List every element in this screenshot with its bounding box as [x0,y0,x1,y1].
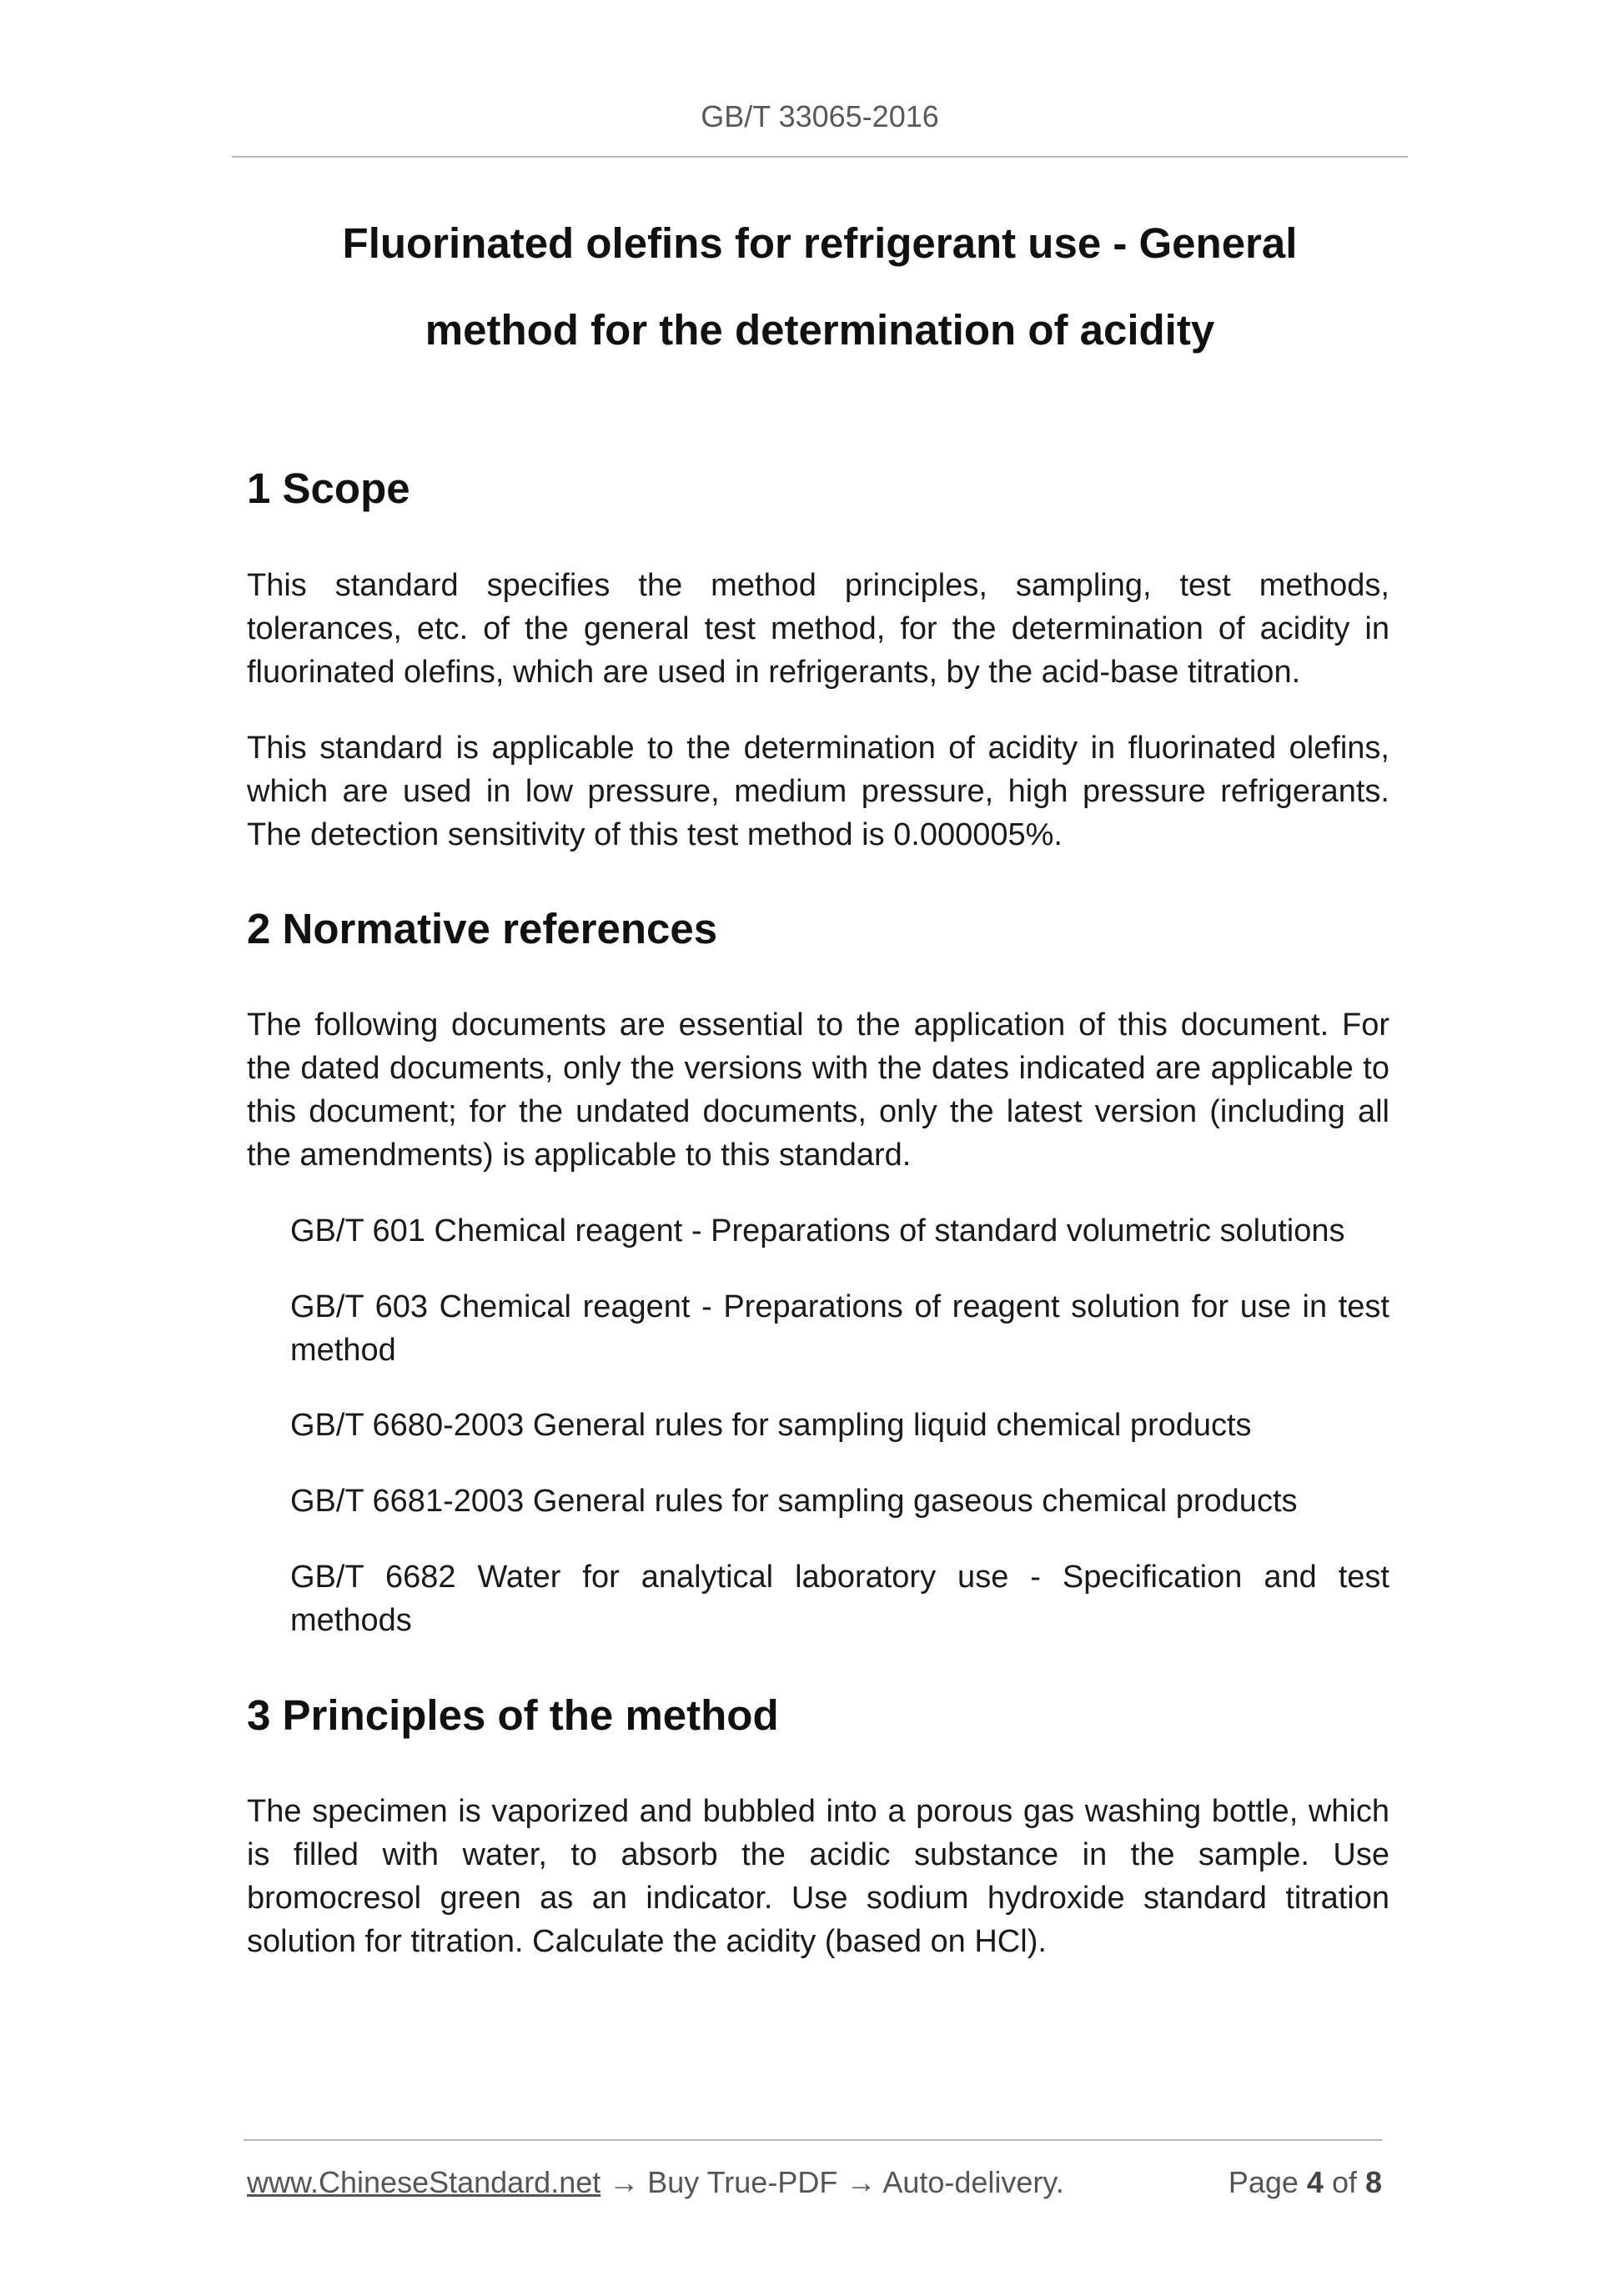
footer-tagline: → Buy True-PDF → Auto-delivery. [600,2165,1064,2199]
section-heading-normative-references: 2 Normative references [247,905,718,952]
document-title [232,200,1408,374]
page-footer [247,2162,1382,2203]
reference-item-gbt-603: GB/T 603 Chemical reagent - Preparations of reagent solution for use in test method [290,1289,1389,1368]
reference-item-gbt-601: GB/T 601 Chemical reagent - Preparations of standard volumetric solutions [290,1213,1345,1248]
page-label-prefix: Page [1228,2165,1307,2199]
page-indicator [1229,2162,1382,2203]
page-total-number: 8 [1364,2165,1382,2199]
section-heading-principles: 3 Principles of the method [247,1691,779,1739]
scope-paragraph-1: This standard specifies the method principles, sampling, test methods, tolerances, etc. of the general test method, for the determination of acidity in fluorinated olefins, which are used in refrigerants, by the acid-base titration. [247,568,1389,690]
header-divider [232,156,1408,158]
scope-paragraph-2: This standard is applicable to the determination of acidity in fluorinated olefins, which are used in low pressure, medium pressure, high pressure refrigerants. The detection sensitivity of this test method is 0.000005%. [247,731,1389,852]
document-title-line-1: Fluorinated olefins for refrigerant use - General [342,219,1298,267]
footer-divider [244,2139,1382,2141]
page-label-middle: of [1323,2165,1365,2199]
page-current-number: 4 [1306,2165,1324,2199]
reference-item-gbt-6680: GB/T 6680-2003 General rules for sampling liquid chemical products [290,1408,1252,1443]
section-heading-scope: 1 Scope [247,465,410,512]
chinesestandard-link[interactable]: www.ChineseStandard.net [247,2165,601,2199]
page-header-doc-code: GB/T 33065-2016 [701,99,939,133]
reference-item-gbt-6681: GB/T 6681-2003 General rules for sampling gaseous chemical products [290,1484,1298,1519]
reference-item-gbt-6682: GB/T 6682 Water for analytical laboratory use - Specification and test methods [290,1560,1389,1638]
principles-paragraph: The specimen is vaporized and bubbled into a porous gas washing bottle, which is filled with water, to absorb the acidic substance in the sample. Use bromocresol green as an indicator. Use sodium hydroxide standard titration solution for titration. Calculate the acidity (based on HCl). [247,1794,1389,1959]
normative-references-paragraph: The following documents are essential to the application of this document. For the dated documents, only the versions with the dates indicated are applicable to this document; for the undated documents, only the latest version (including all the amendments) is applicable to this standard. [247,1007,1389,1173]
document-title-line-2: method for the determination of acidity [425,306,1215,354]
